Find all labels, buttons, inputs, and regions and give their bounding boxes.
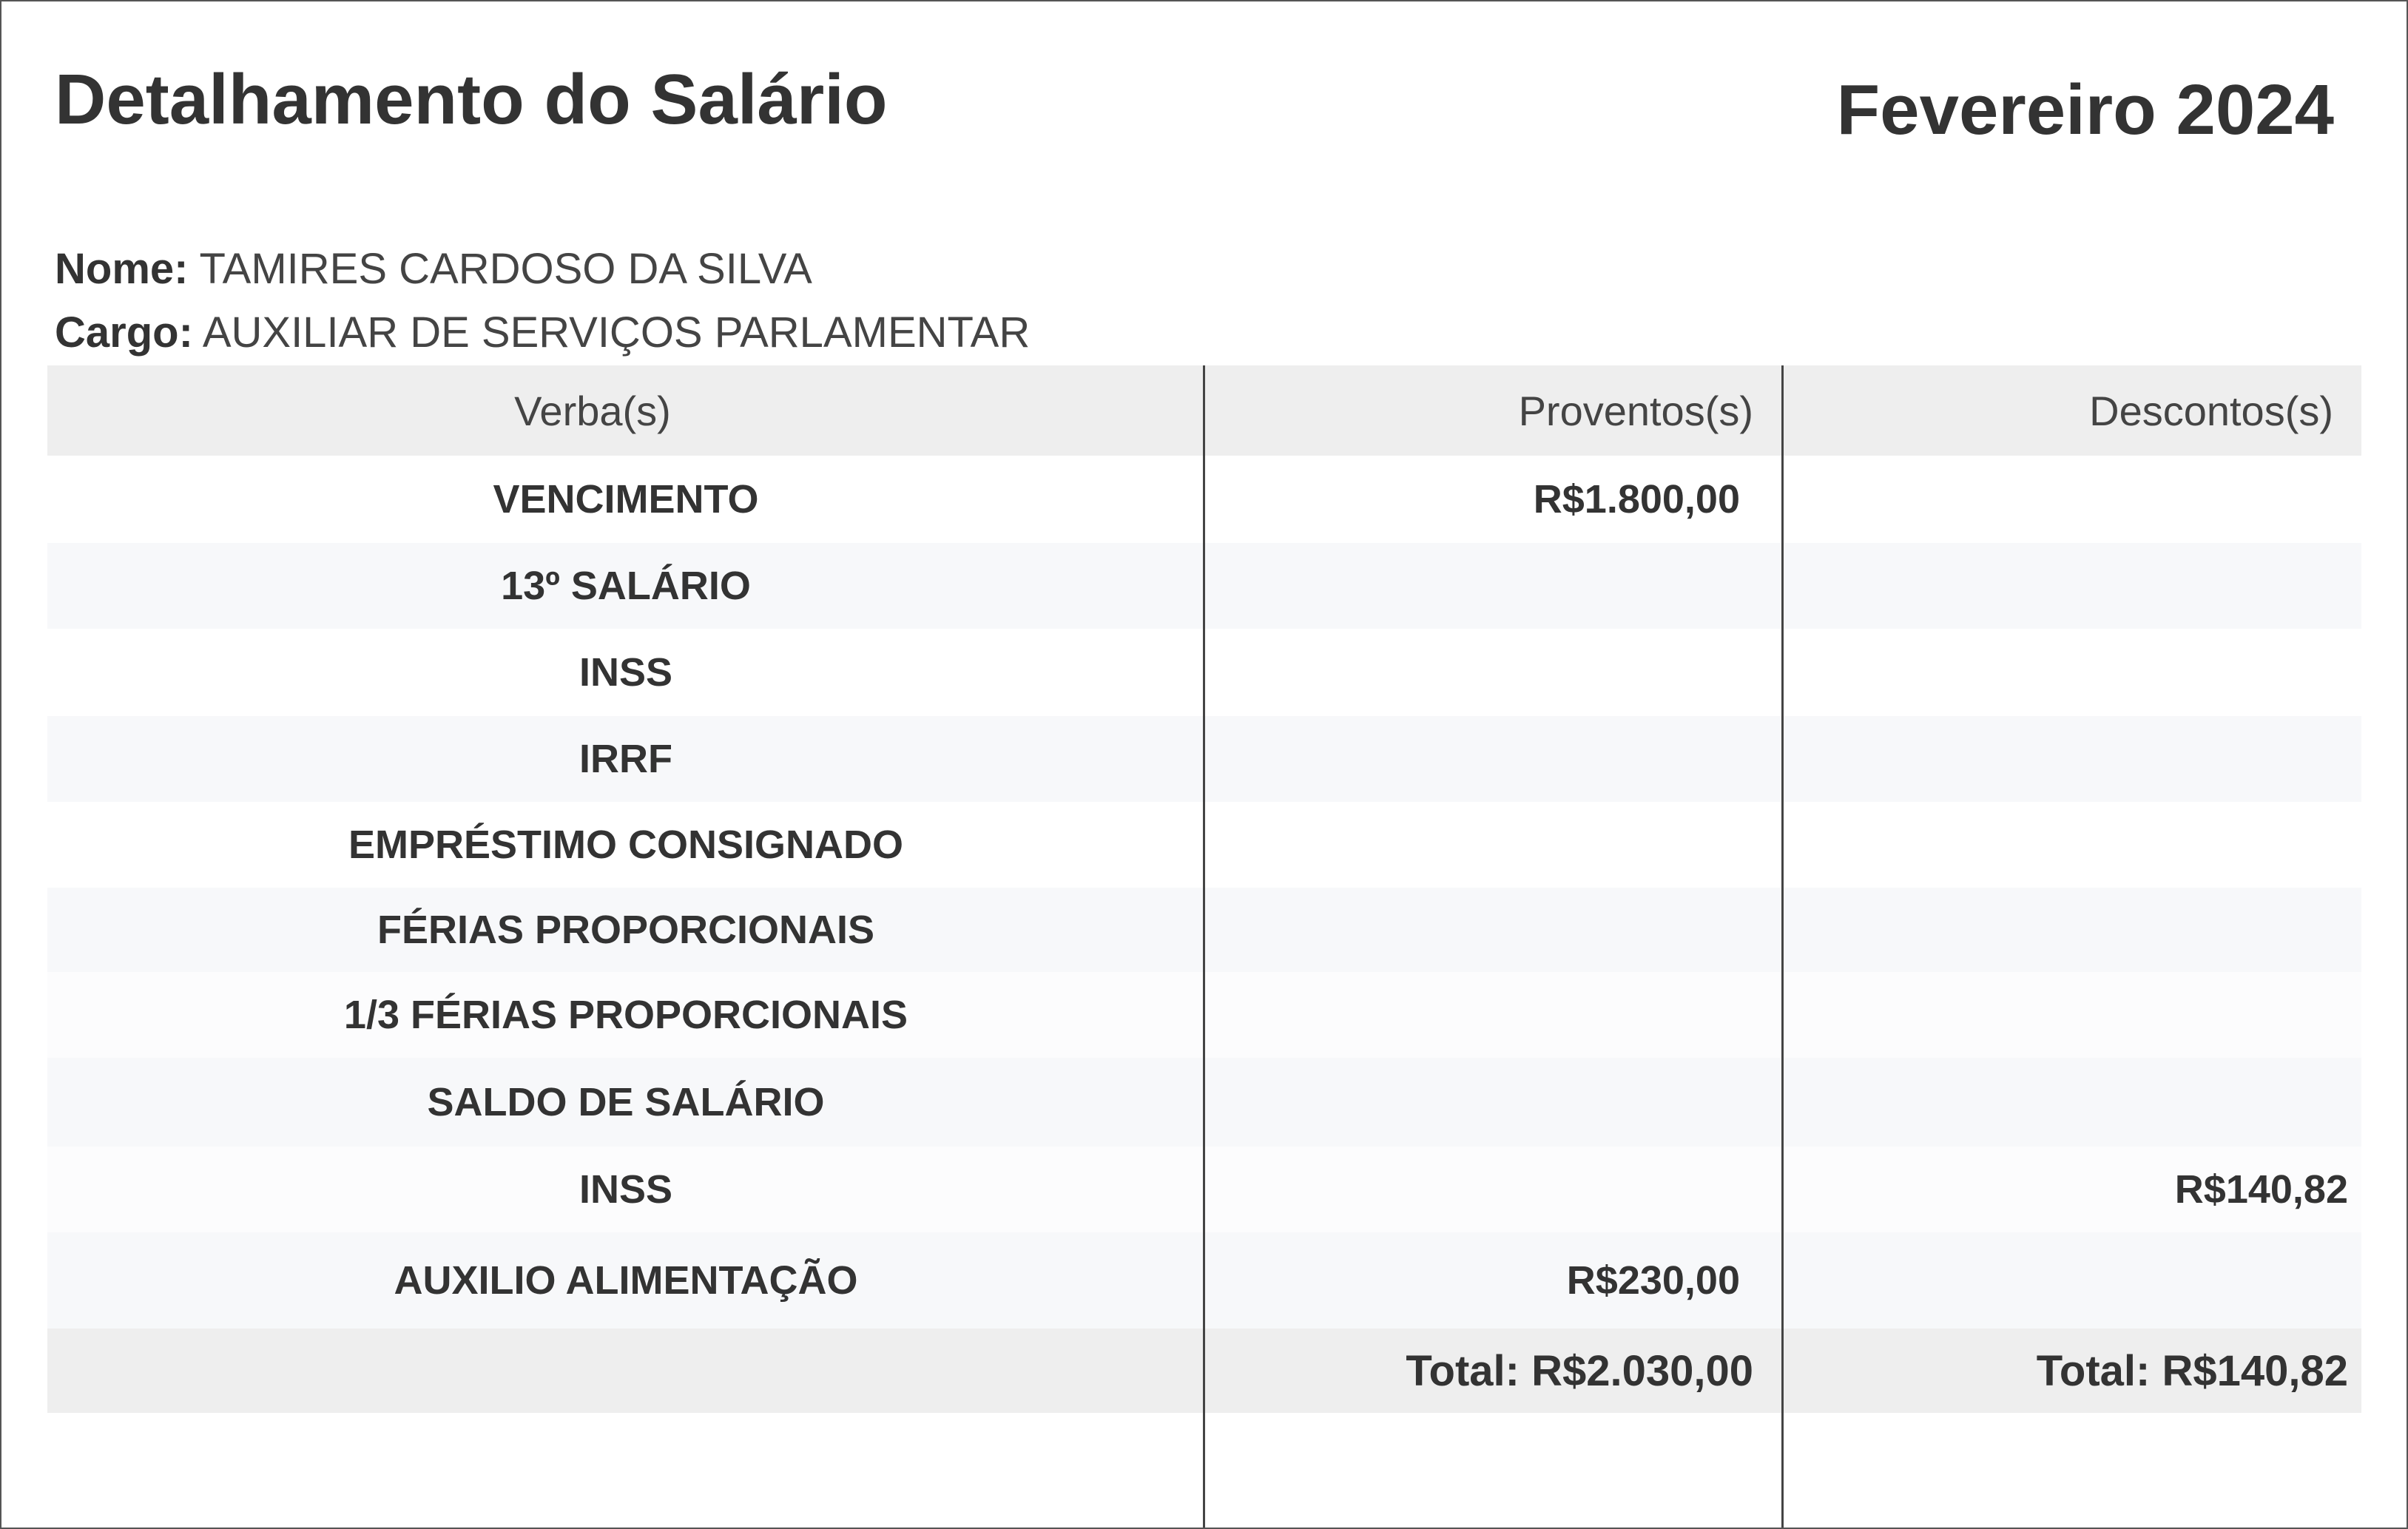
page-title: Detalhamento do Salário	[55, 60, 888, 139]
employee-role-line	[55, 308, 1030, 357]
earning-value: R$1.800,00	[1533, 477, 1740, 522]
item-name: EMPRÉSTIMO CONSIGNADO	[348, 823, 904, 867]
column-divider	[1203, 365, 1205, 1528]
item-name: AUXILIO ALIMENTAÇÃO	[394, 1258, 858, 1303]
item-name: SALDO DE SALÁRIO	[427, 1080, 825, 1124]
item-name: IRRF	[579, 737, 672, 781]
column-divider	[1781, 365, 1784, 1528]
name-label: Nome:	[55, 245, 189, 293]
column-header-item: Verba(s)	[514, 387, 671, 434]
item-name: 13º SALÁRIO	[501, 564, 751, 608]
deduction-value: R$140,82	[2174, 1167, 2348, 1212]
item-name: INSS	[579, 1167, 673, 1212]
item-name: INSS	[579, 650, 673, 695]
total-earnings: Total: R$2.030,00	[1406, 1346, 1753, 1395]
earning-value: R$230,00	[1566, 1258, 1740, 1303]
employee-name-line	[55, 244, 812, 294]
employee-name: TAMIRES CARDOSO DA SILVA	[199, 245, 812, 293]
salary-table	[47, 365, 2361, 1528]
item-name: 1/3 FÉRIAS PROPORCIONAIS	[343, 993, 908, 1037]
role-label: Cargo:	[55, 308, 193, 357]
column-header-earnings: Proventos(s)	[1518, 387, 1753, 434]
employee-role: AUXILIAR DE SERVIÇOS PARLAMENTAR	[202, 308, 1031, 357]
item-name: VENCIMENTO	[493, 477, 759, 522]
total-deductions: Total: R$140,82	[2036, 1346, 2348, 1395]
period-label: Fevereiro 2024	[1836, 70, 2334, 149]
column-header-deductions: Descontos(s)	[2089, 387, 2333, 434]
item-name: FÉRIAS PROPORCIONAIS	[377, 908, 875, 952]
